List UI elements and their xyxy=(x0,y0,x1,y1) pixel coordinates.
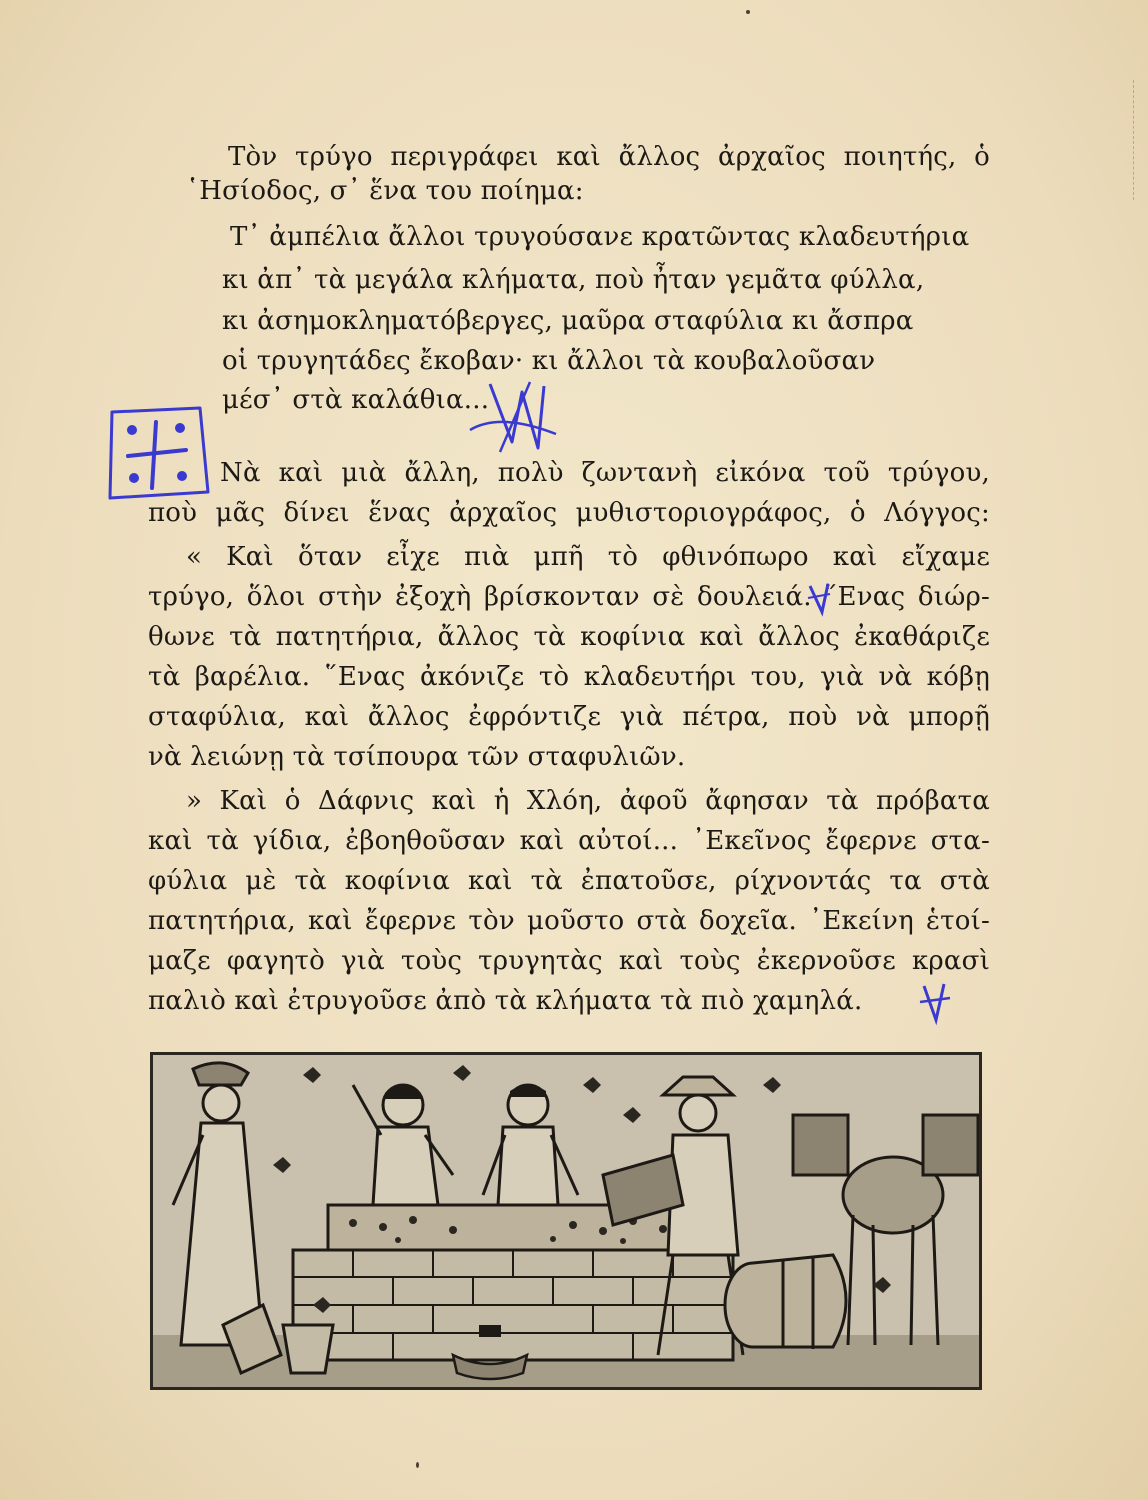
pen-cross-box-annotation xyxy=(90,400,220,510)
text-line: θωνε τὰ πατητήρια, ἄλλος τὰ κοφίνια καὶ ἄλλος ἐκαθάριζε xyxy=(148,622,990,652)
text-line: σταφύλια, καὶ ἄλλος ἐφρόντιζε γιὰ πέτρα, ποὺ νὰ μπορῇ xyxy=(148,702,990,732)
text-line: τρύγο, ὅλοι στὴν ἐξοχὴ βρίσκονταν σὲ δουλειά. ῞Ενας διώρ- xyxy=(148,582,990,612)
text-line: καὶ τὰ γίδια, ἐβοηθοῦσαν καὶ αὐτοί... ᾿Εκεῖνος ἔφερνε στα- xyxy=(148,826,990,856)
woodcut-illustration xyxy=(150,1052,982,1390)
text-line: φύλια μὲ τὰ κοφίνια καὶ τὰ ἐπατοῦσε, ρίχνοντάς τα στὰ xyxy=(148,866,990,896)
pen-scribble-annotation xyxy=(460,372,570,462)
text-line: ποὺ μᾶς δίνει ἕνας ἀρχαῖος μυθιστοριογράφος, ὁ Λόγγος: xyxy=(148,498,990,528)
poem-line: Τ᾽ ἀμπέλια ἄλλοι τρυγούσανε κρατῶντας κλαδευτήρια xyxy=(230,222,970,252)
text-line: μαζε φαγητὸ γιὰ τοὺς τρυγητὰς καὶ τοὺς ἐκερνοῦσε κρασὶ xyxy=(148,946,990,976)
text-line: παλιὸ καὶ ἐτρυγοῦσε ἀπὸ τὰ κλήματα τὰ πιὸ χαμηλά. xyxy=(148,986,863,1016)
text-line: » Καὶ ὁ Δάφνις καὶ ἡ Χλόη, ἀφοῦ ἄφησαν τὰ πρόβατα xyxy=(186,786,990,816)
paper-speck xyxy=(416,1462,419,1468)
poem-line: κι ἀπ᾽ τὰ μεγάλα κλήματα, ποὺ ἦταν γεμᾶτα φύλλα, xyxy=(222,265,925,295)
text-line: πατητήρια, καὶ ἔφερνε τὸν μοῦστο στὰ δοχεῖα. ᾿Εκείνη ἑτοί- xyxy=(148,906,990,936)
page-edge-mark xyxy=(1121,80,1134,200)
poem-line: οἱ τρυγητάδες ἔκοβαν· κι ἄλλοι τὰ κουβαλοῦσαν xyxy=(222,346,876,376)
text-line: « Καὶ ὅταν εἶχε πιὰ μπῆ τὸ φθινόπωρο καὶ εἴχαμε xyxy=(186,542,990,572)
text-line: Τὸν τρύγο περιγράφει καὶ ἄλλος ἀρχαῖος ποιητής, ὁ xyxy=(228,142,990,172)
paper-speck xyxy=(746,10,750,14)
pen-tick-annotation xyxy=(916,976,956,1026)
poem-line: κι ἀσημοκληματόβεργες, μαῦρα σταφύλια κι ἄσπρα xyxy=(222,306,914,336)
text-line: Νὰ καὶ μιὰ ἄλλη, πολὺ ζωντανὴ εἰκόνα τοῦ τρύγου, xyxy=(220,458,990,488)
text-line: νὰ λειώνῃ τὰ τσίπουρα τῶν σταφυλιῶν. xyxy=(148,742,686,772)
text-line: ῾Ησίοδος, σ᾽ ἕνα του ποίημα: xyxy=(186,176,584,206)
poem-line: μέσ᾽ στὰ καλάθια... xyxy=(222,385,490,415)
grape-harvest-woodcut xyxy=(153,1055,979,1387)
pen-tick-annotation xyxy=(804,578,834,618)
text-line: τὰ βαρέλια. ῞Ενας ἀκόνιζε τὸ κλαδευτήρι του, γιὰ νὰ κόβῃ xyxy=(148,662,990,692)
